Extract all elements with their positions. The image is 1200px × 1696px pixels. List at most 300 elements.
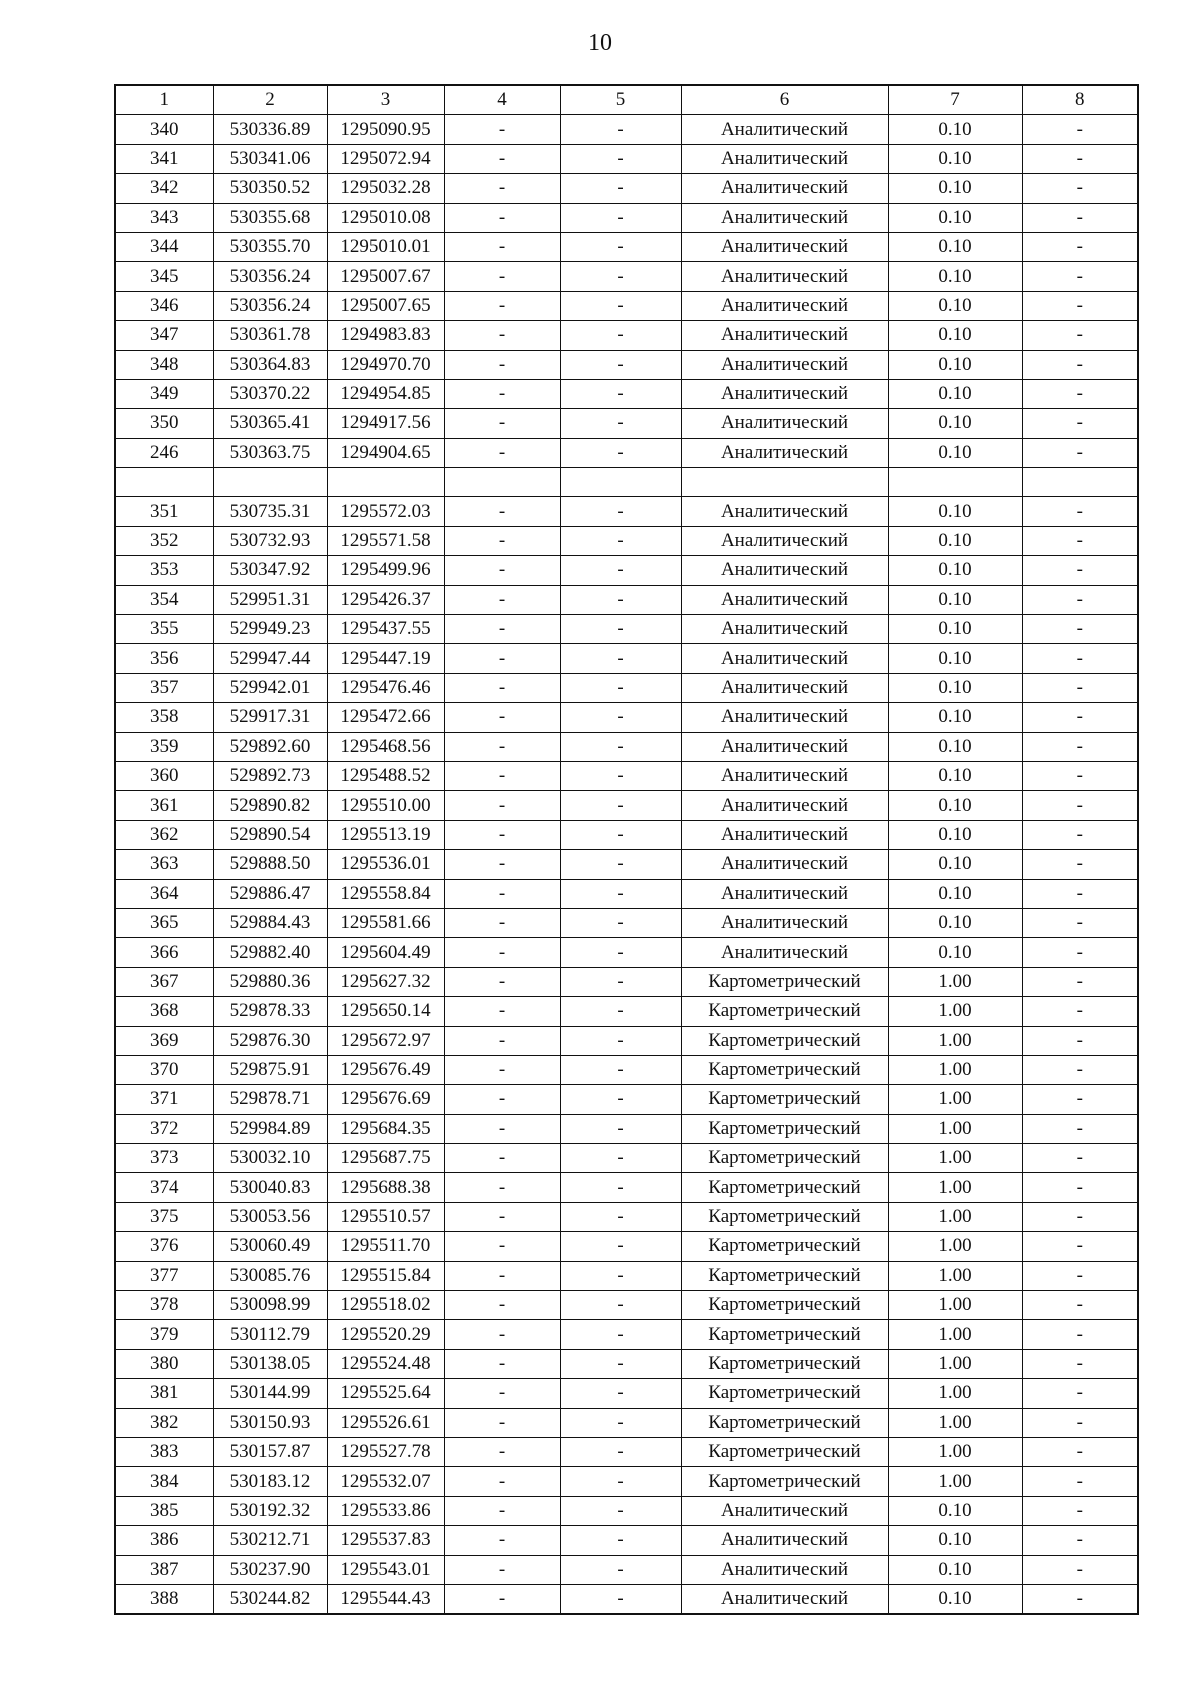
point-number-cell: 388 [115,1584,213,1614]
x-coordinate-cell: 529942.01 [213,673,327,702]
point-number-cell: 375 [115,1202,213,1231]
col4-value-cell: - [444,174,560,203]
col8-value-cell: - [1022,556,1138,585]
y-coordinate-cell: 1295010.01 [327,232,444,261]
method-cell [681,468,888,497]
col4-value-cell: - [444,1055,560,1084]
point-number-cell: 246 [115,438,213,467]
col8-value-cell: - [1022,1232,1138,1261]
table-row [115,1055,1138,1084]
col4-value-cell: - [444,1232,560,1261]
col4-value-cell: - [444,879,560,908]
accuracy-cell: 1.00 [888,997,1022,1026]
table-row [115,1584,1138,1614]
method-cell: Картометрический [681,1232,888,1261]
accuracy-cell: 0.10 [888,232,1022,261]
table-row [115,468,1138,497]
point-number-cell: 379 [115,1320,213,1349]
method-cell: Аналитический [681,820,888,849]
y-coordinate-cell: 1295518.02 [327,1291,444,1320]
col4-value-cell: - [444,262,560,291]
y-coordinate-cell: 1295437.55 [327,615,444,644]
col5-value-cell: - [560,908,681,937]
col5-value-cell: - [560,115,681,144]
col5-value-cell: - [560,644,681,673]
col4-value-cell: - [444,791,560,820]
col4-value-cell: - [444,379,560,408]
table-row [115,1232,1138,1261]
col5-value-cell: - [560,615,681,644]
coordinates-table [114,84,1139,1615]
accuracy-cell: 0.10 [888,321,1022,350]
col8-value-cell: - [1022,673,1138,702]
point-number-cell: 357 [115,673,213,702]
y-coordinate-cell: 1295581.66 [327,908,444,937]
point-number-cell: 341 [115,144,213,173]
table-row [115,379,1138,408]
method-cell: Аналитический [681,673,888,702]
col4-value-cell: - [444,1467,560,1496]
accuracy-cell: 1.00 [888,1437,1022,1466]
y-coordinate-cell: 1295526.61 [327,1408,444,1437]
x-coordinate-cell: 530356.24 [213,291,327,320]
col4-value-cell: - [444,1261,560,1290]
col8-value-cell: - [1022,1055,1138,1084]
accuracy-cell: 1.00 [888,1202,1022,1231]
method-cell: Аналитический [681,203,888,232]
method-cell: Картометрический [681,967,888,996]
col8-value-cell: - [1022,997,1138,1026]
accuracy-cell: 0.10 [888,1555,1022,1584]
col5-value-cell: - [560,585,681,614]
x-coordinate-cell: 530341.06 [213,144,327,173]
col5-value-cell: - [560,438,681,467]
point-number-cell: 384 [115,1467,213,1496]
point-number-cell: 343 [115,203,213,232]
y-coordinate-cell: 1295558.84 [327,879,444,908]
table-row [115,526,1138,555]
y-coordinate-cell: 1295472.66 [327,703,444,732]
col8-value-cell: - [1022,144,1138,173]
accuracy-cell: 0.10 [888,644,1022,673]
col8-value-cell: - [1022,615,1138,644]
col5-value-cell: - [560,497,681,526]
col8-value-cell: - [1022,761,1138,790]
table-row [115,908,1138,937]
x-coordinate-cell: 530183.12 [213,1467,327,1496]
col4-value-cell: - [444,203,560,232]
y-coordinate-cell: 1295533.86 [327,1496,444,1525]
column-header-1: 1 [115,85,213,115]
table-row [115,1379,1138,1408]
table-body [115,115,1138,1614]
method-cell: Аналитический [681,644,888,673]
x-coordinate-cell: 530364.83 [213,350,327,379]
point-number-cell: 358 [115,703,213,732]
accuracy-cell: 1.00 [888,1144,1022,1173]
accuracy-cell: 1.00 [888,1320,1022,1349]
col5-value-cell: - [560,556,681,585]
point-number-cell: 366 [115,938,213,967]
col8-value-cell: - [1022,820,1138,849]
column-header-4: 4 [444,85,560,115]
method-cell: Аналитический [681,144,888,173]
accuracy-cell: 0.10 [888,791,1022,820]
accuracy-cell: 1.00 [888,1232,1022,1261]
col8-value-cell: - [1022,350,1138,379]
point-number-cell [115,468,213,497]
col5-value-cell: - [560,673,681,702]
col8-value-cell: - [1022,1261,1138,1290]
point-number-cell: 354 [115,585,213,614]
point-number-cell: 353 [115,556,213,585]
col8-value-cell: - [1022,938,1138,967]
table-row [115,791,1138,820]
accuracy-cell: 0.10 [888,761,1022,790]
x-coordinate-cell: 529875.91 [213,1055,327,1084]
table-row [115,938,1138,967]
col5-value-cell: - [560,174,681,203]
y-coordinate-cell: 1295032.28 [327,174,444,203]
col4-value-cell: - [444,615,560,644]
point-number-cell: 359 [115,732,213,761]
table-row [115,144,1138,173]
column-header-8: 8 [1022,85,1138,115]
point-number-cell: 369 [115,1026,213,1055]
point-number-cell: 378 [115,1291,213,1320]
column-header-5: 5 [560,85,681,115]
y-coordinate-cell: 1294983.83 [327,321,444,350]
y-coordinate-cell: 1295676.69 [327,1085,444,1114]
col5-value-cell: - [560,732,681,761]
col5-value-cell: - [560,703,681,732]
accuracy-cell: 1.00 [888,1085,1022,1114]
col8-value-cell: - [1022,879,1138,908]
col8-value-cell: - [1022,1173,1138,1202]
col5-value-cell: - [560,203,681,232]
col4-value-cell: - [444,850,560,879]
col4-value-cell: - [444,1114,560,1143]
table-row [115,1467,1138,1496]
accuracy-cell: 1.00 [888,1114,1022,1143]
point-number-cell: 364 [115,879,213,908]
col8-value-cell: - [1022,732,1138,761]
point-number-cell: 349 [115,379,213,408]
table-row [115,1291,1138,1320]
table-row [115,1320,1138,1349]
x-coordinate-cell: 530244.82 [213,1584,327,1614]
x-coordinate-cell: 530336.89 [213,115,327,144]
x-coordinate-cell: 530032.10 [213,1144,327,1173]
col8-value-cell: - [1022,1379,1138,1408]
method-cell: Аналитический [681,321,888,350]
col4-value-cell: - [444,644,560,673]
column-header-3: 3 [327,85,444,115]
col5-value-cell: - [560,1026,681,1055]
table-row [115,1349,1138,1378]
x-coordinate-cell: 530732.93 [213,526,327,555]
method-cell: Картометрический [681,1261,888,1290]
table-row [115,321,1138,350]
col5-value-cell: - [560,1173,681,1202]
table-row [115,174,1138,203]
table-row [115,997,1138,1026]
accuracy-cell: 1.00 [888,1173,1022,1202]
column-header-6: 6 [681,85,888,115]
table-row [115,1202,1138,1231]
accuracy-cell: 0.10 [888,938,1022,967]
x-coordinate-cell: 530347.92 [213,556,327,585]
method-cell: Картометрический [681,1026,888,1055]
col8-value-cell: - [1022,1202,1138,1231]
accuracy-cell: 1.00 [888,967,1022,996]
col4-value-cell: - [444,1526,560,1555]
table-row [115,262,1138,291]
x-coordinate-cell: 530157.87 [213,1437,327,1466]
y-coordinate-cell: 1295476.46 [327,673,444,702]
accuracy-cell: 0.10 [888,850,1022,879]
col5-value-cell: - [560,820,681,849]
col4-value-cell: - [444,1320,560,1349]
col4-value-cell: - [444,967,560,996]
col5-value-cell: - [560,1526,681,1555]
col8-value-cell: - [1022,703,1138,732]
table-row [115,820,1138,849]
method-cell: Аналитический [681,291,888,320]
point-number-cell: 385 [115,1496,213,1525]
table-row [115,1026,1138,1055]
y-coordinate-cell: 1295572.03 [327,497,444,526]
y-coordinate-cell: 1295650.14 [327,997,444,1026]
x-coordinate-cell: 529890.54 [213,820,327,849]
method-cell: Аналитический [681,908,888,937]
col8-value-cell: - [1022,791,1138,820]
col8-value-cell: - [1022,291,1138,320]
point-number-cell: 365 [115,908,213,937]
table-row [115,673,1138,702]
point-number-cell: 376 [115,1232,213,1261]
col8-value-cell: - [1022,644,1138,673]
col5-value-cell: - [560,879,681,908]
col8-value-cell: - [1022,850,1138,879]
col4-value-cell: - [444,585,560,614]
point-number-cell: 381 [115,1379,213,1408]
col4-value-cell: - [444,1026,560,1055]
y-coordinate-cell: 1295010.08 [327,203,444,232]
point-number-cell: 342 [115,174,213,203]
point-number-cell: 368 [115,997,213,1026]
y-coordinate-cell: 1295544.43 [327,1584,444,1614]
x-coordinate-cell: 529947.44 [213,644,327,673]
col4-value-cell: - [444,497,560,526]
accuracy-cell: 0.10 [888,1496,1022,1525]
method-cell: Аналитический [681,761,888,790]
y-coordinate-cell: 1295676.49 [327,1055,444,1084]
col5-value-cell: - [560,1320,681,1349]
col8-value-cell: - [1022,1496,1138,1525]
y-coordinate-cell: 1295090.95 [327,115,444,144]
x-coordinate-cell: 530355.68 [213,203,327,232]
accuracy-cell: 0.10 [888,115,1022,144]
col8-value-cell: - [1022,908,1138,937]
accuracy-cell: 1.00 [888,1261,1022,1290]
col8-value-cell: - [1022,585,1138,614]
method-cell: Аналитический [681,409,888,438]
accuracy-cell: 0.10 [888,879,1022,908]
method-cell: Аналитический [681,379,888,408]
table-row [115,409,1138,438]
accuracy-cell: 0.10 [888,585,1022,614]
col8-value-cell: - [1022,1584,1138,1614]
accuracy-cell: 0.10 [888,820,1022,849]
method-cell: Картометрический [681,1349,888,1378]
col8-value-cell: - [1022,1555,1138,1584]
x-coordinate-cell: 530098.99 [213,1291,327,1320]
table-row [115,879,1138,908]
col5-value-cell: - [560,1496,681,1525]
y-coordinate-cell: 1295513.19 [327,820,444,849]
x-coordinate-cell: 530144.99 [213,1379,327,1408]
col4-value-cell: - [444,1584,560,1614]
y-coordinate-cell: 1294954.85 [327,379,444,408]
col5-value-cell: - [560,350,681,379]
x-coordinate-cell: 529892.73 [213,761,327,790]
accuracy-cell [888,468,1022,497]
col5-value-cell: - [560,321,681,350]
col8-value-cell [1022,468,1138,497]
col5-value-cell: - [560,262,681,291]
accuracy-cell: 0.10 [888,438,1022,467]
point-number-cell: 386 [115,1526,213,1555]
point-number-cell: 345 [115,262,213,291]
col4-value-cell: - [444,438,560,467]
col4-value-cell: - [444,1173,560,1202]
col8-value-cell: - [1022,1026,1138,1055]
x-coordinate-cell: 530350.52 [213,174,327,203]
table-row [115,115,1138,144]
col5-value-cell: - [560,1349,681,1378]
x-coordinate-cell: 530040.83 [213,1173,327,1202]
accuracy-cell: 0.10 [888,1526,1022,1555]
col5-value-cell: - [560,1202,681,1231]
y-coordinate-cell: 1295510.00 [327,791,444,820]
col5-value-cell: - [560,1055,681,1084]
y-coordinate-cell: 1295511.70 [327,1232,444,1261]
col4-value-cell: - [444,232,560,261]
method-cell: Аналитический [681,850,888,879]
point-number-cell: 370 [115,1055,213,1084]
col8-value-cell: - [1022,1349,1138,1378]
table-row [115,291,1138,320]
method-cell: Картометрический [681,1379,888,1408]
x-coordinate-cell: 529886.47 [213,879,327,908]
col5-value-cell: - [560,1584,681,1614]
x-coordinate-cell: 530237.90 [213,1555,327,1584]
col4-value-cell: - [444,1349,560,1378]
x-coordinate-cell: 530192.32 [213,1496,327,1525]
x-coordinate-cell: 530370.22 [213,379,327,408]
col5-value-cell: - [560,850,681,879]
col8-value-cell: - [1022,1526,1138,1555]
y-coordinate-cell [327,468,444,497]
method-cell: Аналитический [681,262,888,291]
x-coordinate-cell [213,468,327,497]
accuracy-cell: 1.00 [888,1055,1022,1084]
col4-value-cell: - [444,1496,560,1525]
method-cell: Аналитический [681,732,888,761]
col8-value-cell: - [1022,1437,1138,1466]
table-header [115,85,1138,115]
y-coordinate-cell: 1294904.65 [327,438,444,467]
point-number-cell: 362 [115,820,213,849]
col5-value-cell: - [560,1555,681,1584]
x-coordinate-cell: 529951.31 [213,585,327,614]
table-row [115,1437,1138,1466]
method-cell: Аналитический [681,115,888,144]
y-coordinate-cell: 1295687.75 [327,1144,444,1173]
x-coordinate-cell: 530053.56 [213,1202,327,1231]
method-cell: Аналитический [681,1496,888,1525]
method-cell: Аналитический [681,174,888,203]
method-cell: Аналитический [681,585,888,614]
x-coordinate-cell: 529884.43 [213,908,327,937]
y-coordinate-cell: 1295447.19 [327,644,444,673]
point-number-cell: 387 [115,1555,213,1584]
col8-value-cell: - [1022,1408,1138,1437]
col8-value-cell: - [1022,379,1138,408]
accuracy-cell: 0.10 [888,526,1022,555]
col8-value-cell: - [1022,409,1138,438]
y-coordinate-cell: 1295524.48 [327,1349,444,1378]
table-row [115,1261,1138,1290]
col5-value-cell: - [560,291,681,320]
accuracy-cell: 1.00 [888,1026,1022,1055]
accuracy-cell: 1.00 [888,1408,1022,1437]
method-cell: Аналитический [681,879,888,908]
method-cell: Картометрический [681,1467,888,1496]
col8-value-cell: - [1022,967,1138,996]
col5-value-cell: - [560,1437,681,1466]
col4-value-cell: - [444,1555,560,1584]
x-coordinate-cell: 529888.50 [213,850,327,879]
accuracy-cell: 0.10 [888,350,1022,379]
point-number-cell: 356 [115,644,213,673]
y-coordinate-cell: 1295488.52 [327,761,444,790]
point-number-cell: 347 [115,321,213,350]
col4-value-cell: - [444,350,560,379]
point-number-cell: 360 [115,761,213,790]
table-row [115,1526,1138,1555]
table-row [115,1408,1138,1437]
method-cell: Картометрический [681,1085,888,1114]
col8-value-cell: - [1022,232,1138,261]
x-coordinate-cell: 529876.30 [213,1026,327,1055]
table-row [115,350,1138,379]
table-row [115,644,1138,673]
table-row [115,1496,1138,1525]
col4-value-cell: - [444,1291,560,1320]
accuracy-cell: 0.10 [888,203,1022,232]
y-coordinate-cell: 1295520.29 [327,1320,444,1349]
y-coordinate-cell: 1295515.84 [327,1261,444,1290]
point-number-cell: 351 [115,497,213,526]
col4-value-cell: - [444,409,560,438]
col4-value-cell: - [444,761,560,790]
y-coordinate-cell: 1295672.97 [327,1026,444,1055]
col4-value-cell: - [444,1379,560,1408]
col8-value-cell: - [1022,1291,1138,1320]
y-coordinate-cell: 1295072.94 [327,144,444,173]
